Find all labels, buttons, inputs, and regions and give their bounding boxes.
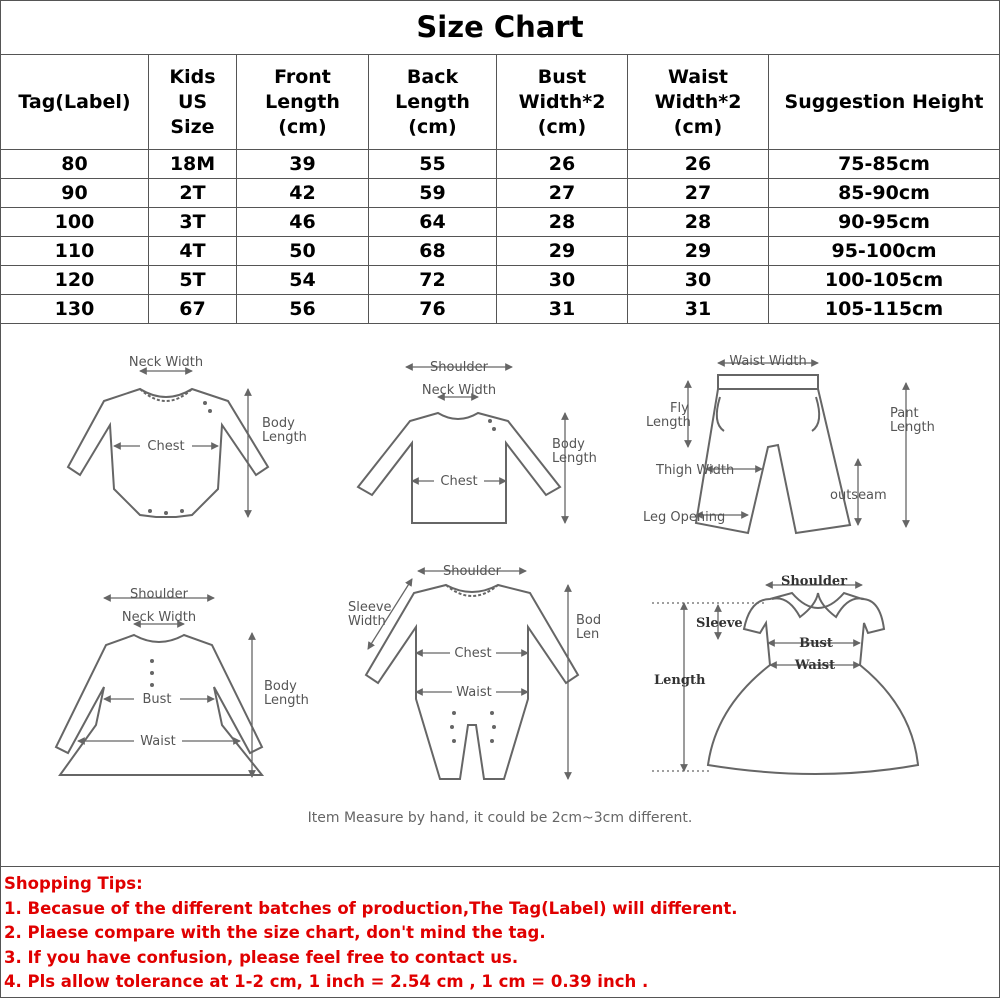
label-body-length: Body — [552, 437, 585, 452]
label-sleeve: Sleeve — [696, 616, 743, 631]
cell-front-length: 56 — [237, 295, 369, 324]
label-chest: Chest — [440, 474, 478, 489]
tip-item: 3. If you have confusion, please feel free to contact us. — [4, 947, 519, 967]
cell-front-length: 42 — [237, 179, 369, 208]
label-outseam: outseam — [830, 488, 887, 503]
cell-front-length: 46 — [237, 208, 369, 237]
cell-us-size: 2T — [149, 179, 237, 208]
dress-diagram — [56, 587, 309, 777]
chart-title: Size Chart — [416, 10, 584, 44]
cell-front-length: 54 — [237, 266, 369, 295]
table-header-row — [1, 55, 1000, 150]
measure-note: Item Measure by hand, it could be 2cm~3cm different. — [307, 810, 693, 826]
label-shoulder: Shoulder — [430, 360, 488, 375]
cell-height: 100-105cm — [769, 266, 1000, 295]
label-fly-length: Fly — [670, 401, 689, 416]
table-row — [1, 150, 1000, 179]
label-shoulder: Shoulder — [443, 564, 501, 579]
svg-text:Width: Width — [348, 614, 386, 629]
cell-tag: 80 — [1, 150, 149, 179]
table-row — [1, 295, 1000, 324]
cell-back-length: 64 — [369, 208, 497, 237]
measurement-diagrams — [0, 327, 1000, 865]
label-body-length: Bod — [576, 613, 602, 628]
label-waist: Waist — [140, 734, 176, 749]
svg-text:Length: Length — [264, 693, 309, 708]
label-length: Length — [654, 673, 706, 688]
header-suggestion-height: Suggestion Height — [769, 55, 1000, 150]
bodysuit-diagram — [68, 355, 307, 517]
tip-item: 4. Pls allow tolerance at 1-2 cm, 1 inch = 2.54 cm , 1 cm = 0.39 inch . — [4, 972, 649, 991]
label-neck-width: Neck Width — [421, 383, 497, 398]
cell-tag: 120 — [1, 266, 149, 295]
label-neck-width: Neck Width — [128, 355, 204, 370]
cell-waist: 30 — [628, 266, 769, 295]
label-bust: Bust — [142, 692, 172, 707]
table-row — [1, 237, 1000, 266]
cell-us-size: 18M — [149, 150, 237, 179]
cell-height: 75-85cm — [769, 150, 1000, 179]
header-waist-width: Waist Width*2 (cm) — [628, 55, 769, 150]
diagrams-svg — [0, 327, 1000, 865]
cell-front-length: 39 — [237, 150, 369, 179]
cell-tag: 90 — [1, 179, 149, 208]
label-waist-width: Waist Width — [729, 354, 807, 369]
label-body-length: Body — [262, 416, 295, 431]
pants-diagram — [643, 354, 935, 533]
cell-waist: 31 — [628, 295, 769, 324]
cell-us-size: 5T — [149, 266, 237, 295]
cell-front-length: 50 — [237, 237, 369, 266]
cell-bust: 27 — [497, 179, 628, 208]
cell-height: 90-95cm — [769, 208, 1000, 237]
cell-back-length: 76 — [369, 295, 497, 324]
cell-back-length: 72 — [369, 266, 497, 295]
label-leg-opening: Leg Opening — [643, 510, 726, 525]
label-bust: Bust — [799, 636, 833, 651]
cell-bust: 31 — [497, 295, 628, 324]
top-diagram — [358, 360, 597, 523]
label-thigh-width: Thigh Width — [656, 463, 735, 478]
label-waist: Waist — [456, 685, 492, 700]
romper-diagram — [348, 564, 601, 779]
tip-item: 2. Plaese compare with the size chart, don't mind the tag. — [4, 923, 546, 942]
cell-bust: 30 — [497, 266, 628, 295]
header-kids-us-size: Kids US Size — [149, 55, 237, 150]
table-row — [1, 208, 1000, 237]
label-neck-width: Neck Width — [121, 610, 197, 625]
tip-item: 1. Becasue of the different batches of production,The Tag(Label) will different. — [4, 898, 738, 918]
header-front-length: Front Length (cm) — [237, 55, 369, 150]
table-row — [1, 179, 1000, 208]
cell-us-size: 67 — [149, 295, 237, 324]
cell-tag: 130 — [1, 295, 149, 324]
header-bust-width: Bust Width*2 (cm) — [497, 55, 628, 150]
header-tag-label: Tag(Label) — [1, 55, 149, 150]
svg-text:Len: Len — [576, 627, 600, 642]
cell-height: 85-90cm — [769, 179, 1000, 208]
label-chest: Chest — [454, 646, 492, 661]
tips-heading: Shopping Tips: — [4, 874, 143, 893]
cell-back-length: 59 — [369, 179, 497, 208]
cell-tag: 110 — [1, 237, 149, 266]
label-chest: Chest — [147, 439, 185, 454]
shopping-tips — [4, 872, 994, 995]
cell-bust: 26 — [497, 150, 628, 179]
svg-text:Length: Length — [262, 430, 307, 445]
header-back-length: Back Length (cm) — [369, 55, 497, 150]
size-table — [0, 54, 1000, 324]
svg-text:Length: Length — [646, 415, 691, 430]
svg-text:Length: Length — [890, 420, 935, 435]
cell-bust: 28 — [497, 208, 628, 237]
label-waist: Waist — [794, 658, 836, 673]
table-row — [1, 266, 1000, 295]
cell-bust: 29 — [497, 237, 628, 266]
cell-waist: 26 — [628, 150, 769, 179]
cell-back-length: 55 — [369, 150, 497, 179]
cell-waist: 27 — [628, 179, 769, 208]
label-pant-length: Pant — [890, 406, 919, 421]
tips-divider — [0, 866, 1000, 867]
cell-waist: 29 — [628, 237, 769, 266]
label-sleeve-width: Sleeve — [348, 600, 392, 615]
svg-text:Length: Length — [552, 451, 597, 466]
label-body-length: Body — [264, 679, 297, 694]
label-shoulder: Shoulder — [780, 574, 848, 589]
cell-waist: 28 — [628, 208, 769, 237]
label-shoulder: Shoulder — [130, 587, 188, 602]
cell-tag: 100 — [1, 208, 149, 237]
gown-diagram — [652, 574, 918, 774]
cell-height: 95-100cm — [769, 237, 1000, 266]
cell-us-size: 4T — [149, 237, 237, 266]
cell-height: 105-115cm — [769, 295, 1000, 324]
cell-us-size: 3T — [149, 208, 237, 237]
cell-back-length: 68 — [369, 237, 497, 266]
